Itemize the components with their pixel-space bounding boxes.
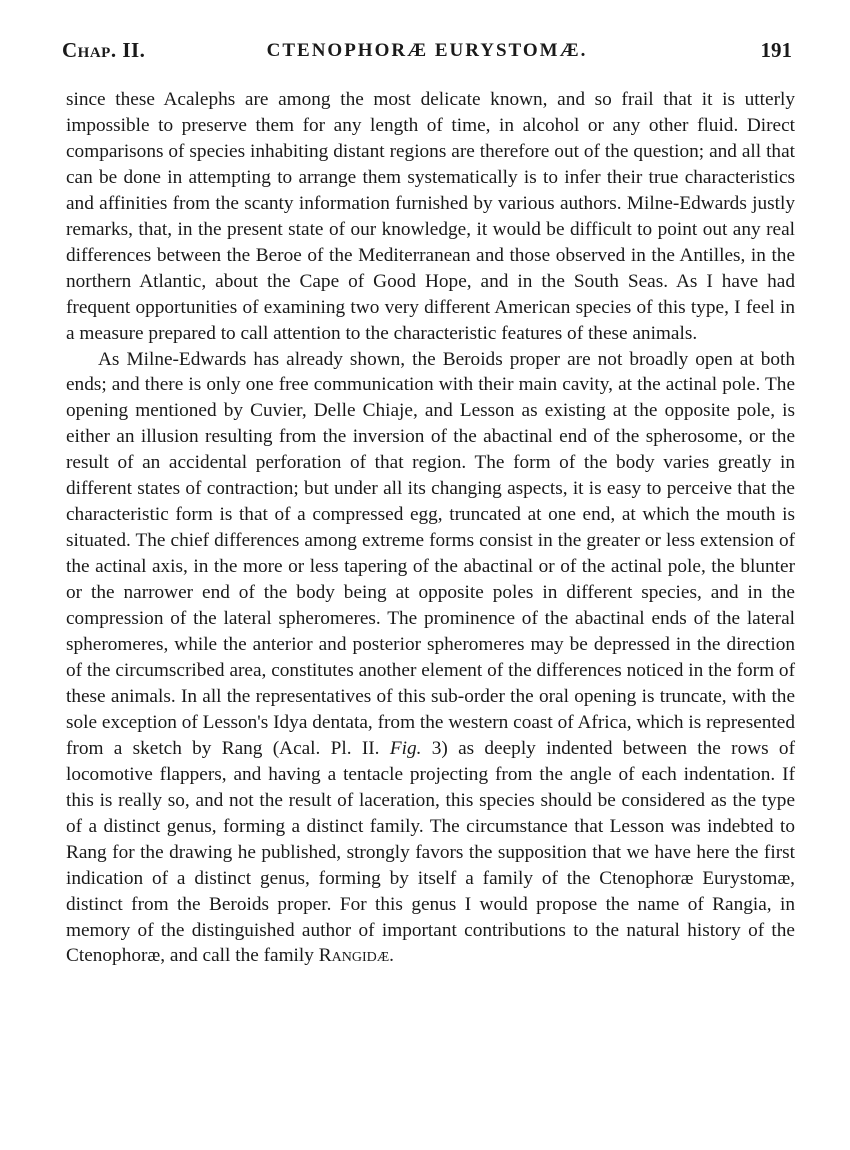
paragraph-2-end: . bbox=[389, 945, 394, 967]
paragraph-2-text-a: As Milne-Edwards has already shown, the Beroids proper are not broadly open at both ends; and there is only one free communication with their main cavity, at the actinal pole. The opening mentioned by Cuvier, Delle Chiaje, and Lesson as existing at the opposite pole, is either an illusion resulting from the inversion of the abactinal end of the spherosome, or the result of an accidental perforation of that region. The form of the body varies greatly in different states of contraction; but under all its changing aspects, it is easy to perceive that the characteristic form is that of a compressed egg, truncated at one end, at which the mouth is situated. The chief differences among extreme forms consist in the greater or less extension of the actinal axis, in the more or less tapering of the abactinal or of the actinal pole, the blunter or the narrower end of the body being at opposite poles in different species, and in the compression of the lateral spheromeres. The prominence of the abactinal ends of the lateral spheromeres, while the anterior and posterior spheromeres may be depressed in the direction of the circumscribed area, constitutes another element of the differences noticed in the form of these animals. In all the representatives of this sub-order the oral opening is truncate, with the sole exception of Lesson's Idya dentata, from the western coast of Africa, which is represented from a sketch by Rang (Acal. Pl. II. bbox=[66, 348, 795, 759]
running-title: CTENOPHORÆ EURYSTOMÆ. bbox=[266, 40, 588, 61]
chapter-label: Chap. II. bbox=[62, 38, 146, 62]
page-number: 191 bbox=[760, 38, 792, 62]
figure-reference: Fig. bbox=[389, 737, 422, 759]
main-text bbox=[66, 87, 795, 969]
family-name: Rangidæ bbox=[318, 945, 390, 967]
paragraph-2-text-b: 3) as deeply indented between the rows of locomotive flappers, and having a tentacle projecting from the angle of each indentation. If this is really so, and not the result of laceration, this species should be considered as the type of a distinct genus, forming a distinct family. The circumstance that Lesson was indebted to Rang for the drawing he published, strongly favors the supposition that we have here the first indication of a distinct genus, forming by itself a family of the Ctenophoræ Eurystomæ, distinct from the Beroids proper. For this genus I would propose the name of Rangia, in memory of the distinguished author of important contributions to the natural history of the Ctenophoræ, and call the family bbox=[66, 737, 795, 967]
paragraph-2 bbox=[66, 347, 795, 970]
running-header bbox=[62, 38, 792, 70]
paragraph-1: since these Acalephs are among the most delicate known, and so frail that it is utterly impossible to preserve them for any length of time, in alcohol or any other fluid. Direct comparisons of species inhabiting distant regions are therefore out of the question; and all that can be done in attempting to arrange them systematically is to infer their true characteristics and affinities from the scanty information furnished by various authors. Milne-Edwards justly remarks, that, in the present state of our knowledge, it would be difficult to point out any real differences between the Beroe of the Mediterranean and those observed in the Antilles, in the northern Atlantic, about the Cape of Good Hope, and in the South Seas. As I have had frequent opportunities of examining two very different American species of this type, I feel in a measure prepared to call attention to the characteristic features of these animals. bbox=[66, 89, 795, 344]
